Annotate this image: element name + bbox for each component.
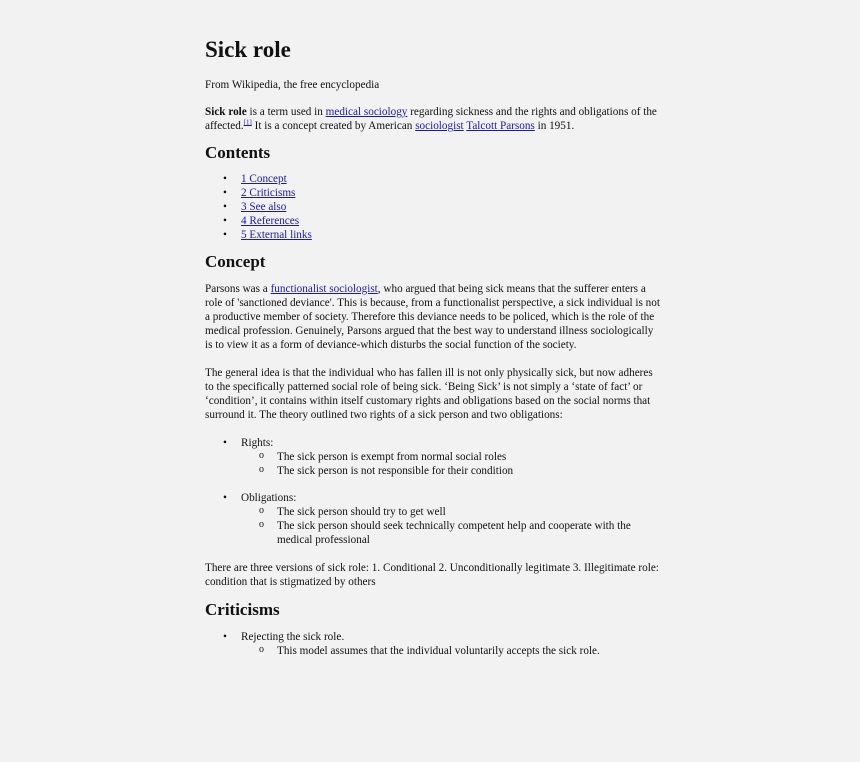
concept-paragraph-1 xyxy=(205,282,660,352)
intro-text: regarding sickness and the rights and obligations of the affected. xyxy=(205,106,657,132)
toc-link-concept[interactable]: 1 Concept xyxy=(241,173,287,185)
sublist-item: o This model assumes that the individual voluntarily accepts the sick role. xyxy=(241,644,660,658)
obligations-label: Obligations: xyxy=(241,492,297,504)
sublist-item: o The sick person should try to get well xyxy=(241,505,660,519)
link-talcott-parsons[interactable]: Talcott Parsons xyxy=(466,120,535,132)
obligations-sublist xyxy=(241,505,660,547)
rights-sublist xyxy=(241,450,660,478)
toc-link-external-links[interactable]: 5 External links xyxy=(241,229,312,241)
criticism-label: Rejecting the sick role. xyxy=(241,631,345,643)
toc-item xyxy=(205,214,660,228)
intro-paragraph xyxy=(205,105,660,133)
toc-link-references[interactable]: 4 References xyxy=(241,215,300,227)
tagline: From Wikipedia, the free encyclopedia xyxy=(205,79,380,91)
concept-heading: Concept xyxy=(205,252,266,271)
link-medical-sociology[interactable]: medical sociology xyxy=(325,106,408,118)
list-item xyxy=(205,436,660,478)
toc-item xyxy=(205,200,660,214)
term: Sick role xyxy=(205,106,247,118)
toc-item xyxy=(205,186,660,200)
obligations-list xyxy=(205,491,660,547)
intro-text: in 1951. xyxy=(534,120,575,132)
list-item xyxy=(205,491,660,547)
criticisms-heading: Criticisms xyxy=(205,600,280,619)
paragraph-text: Parsons was a xyxy=(205,283,271,295)
reference-link[interactable]: [1] xyxy=(243,118,252,127)
toc-link-see-also[interactable]: 3 See also xyxy=(241,201,287,213)
intro-text: It is a concept created by American xyxy=(251,120,416,132)
toc-link-criticisms[interactable]: 2 Criticisms xyxy=(241,187,296,199)
sublist-item: o The sick person should seek technically competent help and cooperate with the medical professional xyxy=(241,519,660,547)
toc-list xyxy=(205,172,660,242)
article xyxy=(205,34,660,658)
concept-paragraph-2: The general idea is that the individual who has fallen ill is not only physically sick, but now adheres to the specifically patterned social role of being sick. ‘Being Sick’ is not simply a ‘state of fact’ or ‘condition’, it contains within itself customary rights and obligations based on the social norms that surround it. The theory outlined two rights of a sick person and two obligations: xyxy=(205,367,653,421)
link-sociologist[interactable]: sociologist xyxy=(415,120,464,132)
toc-item xyxy=(205,172,660,186)
rights-list xyxy=(205,436,660,478)
page-title: Sick role xyxy=(205,37,291,62)
list-item xyxy=(205,630,660,658)
rights-label: Rights: xyxy=(241,437,274,449)
link-functionalist-sociologist[interactable]: functionalist sociologist xyxy=(270,283,378,295)
toc-item xyxy=(205,228,660,242)
contents-heading: Contents xyxy=(205,143,271,162)
criticisms-list xyxy=(205,630,660,658)
criticisms-sublist xyxy=(241,644,660,658)
concept-paragraph-3: There are three versions of sick role: 1. Conditional 2. Unconditionally legitimate 3. Illegitimate role: condition that is stigmatized by others xyxy=(205,562,659,588)
sublist-item: o The sick person is exempt from normal social roles xyxy=(241,450,660,464)
intro-text: is a term used in xyxy=(246,106,326,118)
paragraph-text: , who argued that being sick means that the sufferer enters a role of 'sanctioned deviance'. This is because, from a functionalist perspective, a sick individual is not a productive member of society. Therefore this deviance needs to be policed, which is the role of the medical profession. Genuinely, Parsons argued that the best way to understand illness sociologically is to view it as a form of deviance-which disturbs the social function of the society. xyxy=(205,283,660,351)
sublist-item: o The sick person is not responsible for their condition xyxy=(241,464,660,478)
